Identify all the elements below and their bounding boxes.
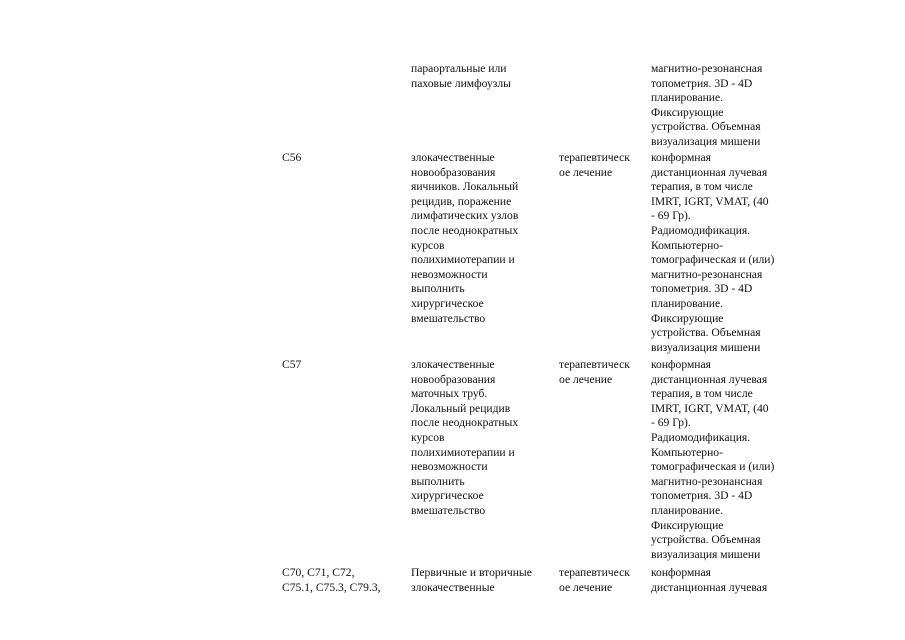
- row-2-treatment: терапевтическ ое лечение: [559, 358, 630, 386]
- row-1-method: конформная дистанционная лучевая терапия, в том числе IMRT, IGRT, VMAT, (40 - 69 Гр). Радиомодификация. Компьютерно- томографическая и (или) магнитно-резонансная топометрия. 3D - 4D планирование. Фиксирующие устройства. Объемная визуализация мишени: [651, 151, 775, 354]
- row-2-code: C57: [282, 358, 302, 371]
- row-3-method: конформная дистанционная лучевая: [651, 566, 768, 594]
- row-1-code: C56: [282, 151, 302, 164]
- row-2-method: конформная дистанционная лучевая терапия, в том числе IMRT, IGRT, VMAT, (40 - 69 Гр). Радиомодификация. Компьютерно- томографическая и (или) магнитно-резонансная топометрия. 3D - 4D планирование. Фиксирующие устройства. Объемная визуализация мишени: [651, 358, 775, 561]
- row-1-treatment: терапевтическ ое лечение: [559, 151, 630, 179]
- row-0-method: магнитно-резонансная топометрия. 3D - 4D планирование. Фиксирующие устройства. Объемная визуализация мишени: [651, 62, 763, 148]
- row-0-description: параортальные или паховые лимфоузлы: [411, 62, 511, 90]
- row-2-description: злокачественные новообразования маточных труб. Локальный рецидив после неоднократных курсов полихимиотерапии и невозможности выполнить хирургическое вмешательство: [411, 358, 519, 517]
- row-3-treatment: терапевтическ ое лечение: [559, 566, 630, 594]
- row-3-description: Первичные и вторичные злокачественные: [411, 566, 532, 594]
- row-1-description: злокачественные новообразования яичников. Локальный рецидив, поражение лимфатических узлов после неоднократных курсов полихимиотерапии и невозможности выполнить хирургическое вмешательство: [411, 151, 519, 325]
- row-3-code: C70, C71, C72, C75.1, C75.3, C79.3,: [282, 566, 381, 594]
